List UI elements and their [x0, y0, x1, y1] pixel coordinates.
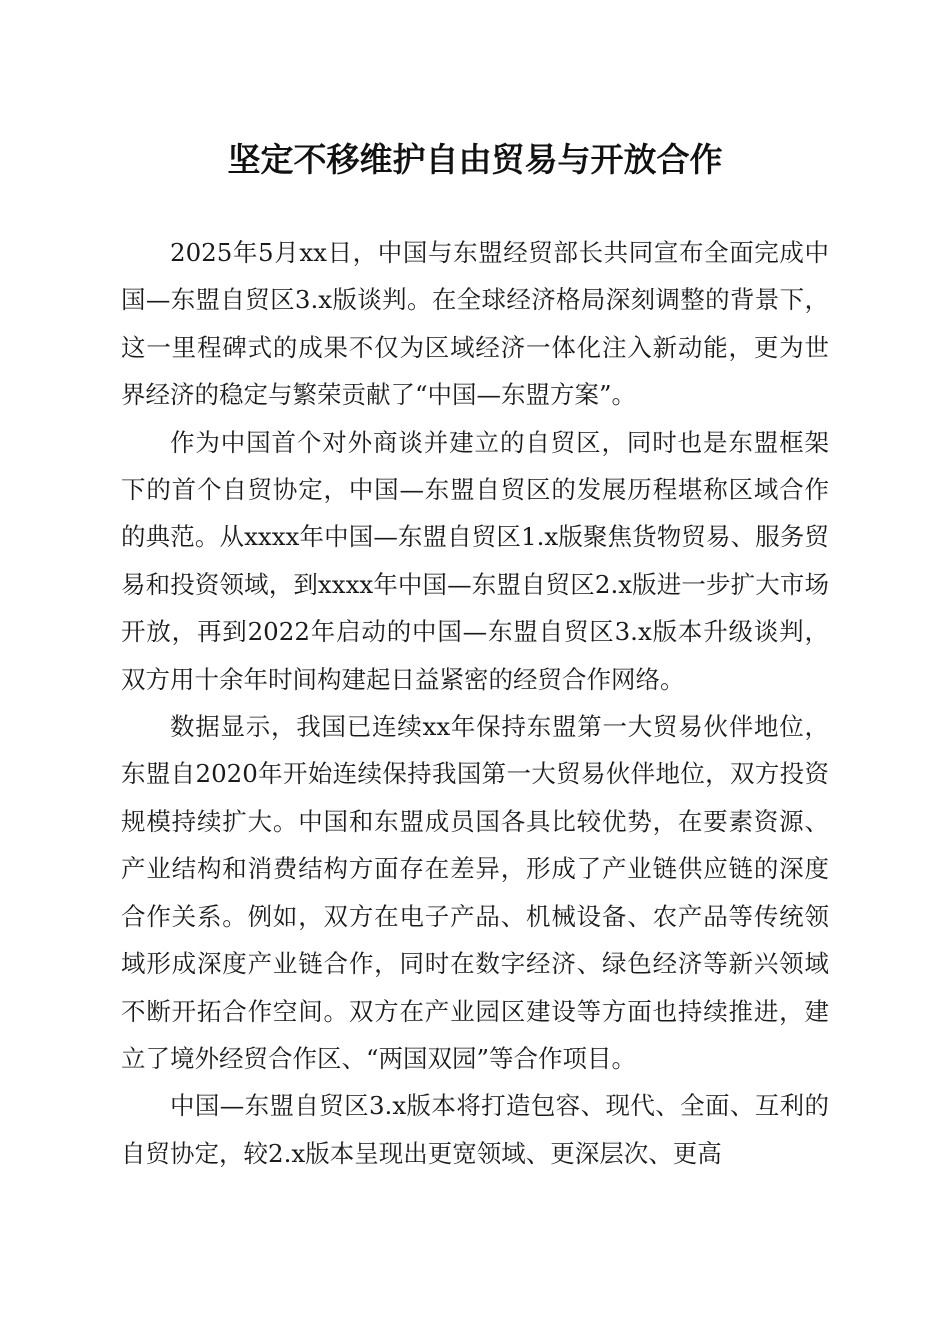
document-title: 坚定不移维护自由贸易与开放合作	[227, 140, 723, 179]
document-body	[121, 229, 829, 1177]
paragraph-4: 中国—东盟自贸区3.x版本将打造包容、现代、全面、互利的自贸协定，较2.x版本呈现出更宽领域、更深层次、更高	[121, 1091, 829, 1168]
paragraph-2: 作为中国首个对外商谈并建立的自贸区，同时也是东盟框架下的首个自贸协定，中国—东盟自贸区的发展历程堪称区域合作的典范。从xxxx年中国—东盟自贸区1.x版聚焦货物贸易、服务贸易和投资领域，到xxxx年中国—东盟自贸区2.x版进一步扩大市场开放，再到2022年启动的中国—东盟自贸区3.x版本升级谈判，双方用十余年时间构建起日益紧密的经贸合作网络。	[121, 427, 829, 694]
paragraph-3: 数据显示，我国已连续xx年保持东盟第一大贸易伙伴地位，东盟自2020年开始连续保持我国第一大贸易伙伴地位，双方投资规模持续扩大。中国和东盟成员国各具比较优势，在要素资源、产业结构和消费结构方面存在差异，形成了产业链供应链的深度合作关系。例如，双方在电子产品、机械设备、农产品等传统领域形成深度产业链合作，同时在数字经济、绿色经济等新兴领域不断开拓合作空间。双方在产业园区建设等方面也持续推进，建立了境外经贸合作区、“两国双园”等合作项目。	[121, 712, 829, 1073]
paragraph-1: 2025年5月xx日，中国与东盟经贸部长共同宣布全面完成中国—东盟自贸区3.x版谈判。在全球经济格局深刻调整的背景下，这一里程碑式的成果不仅为区域经济一体化注入新动能，更为世界经济的稳定与繁荣贡献了“中国—东盟方案”。	[121, 238, 829, 410]
